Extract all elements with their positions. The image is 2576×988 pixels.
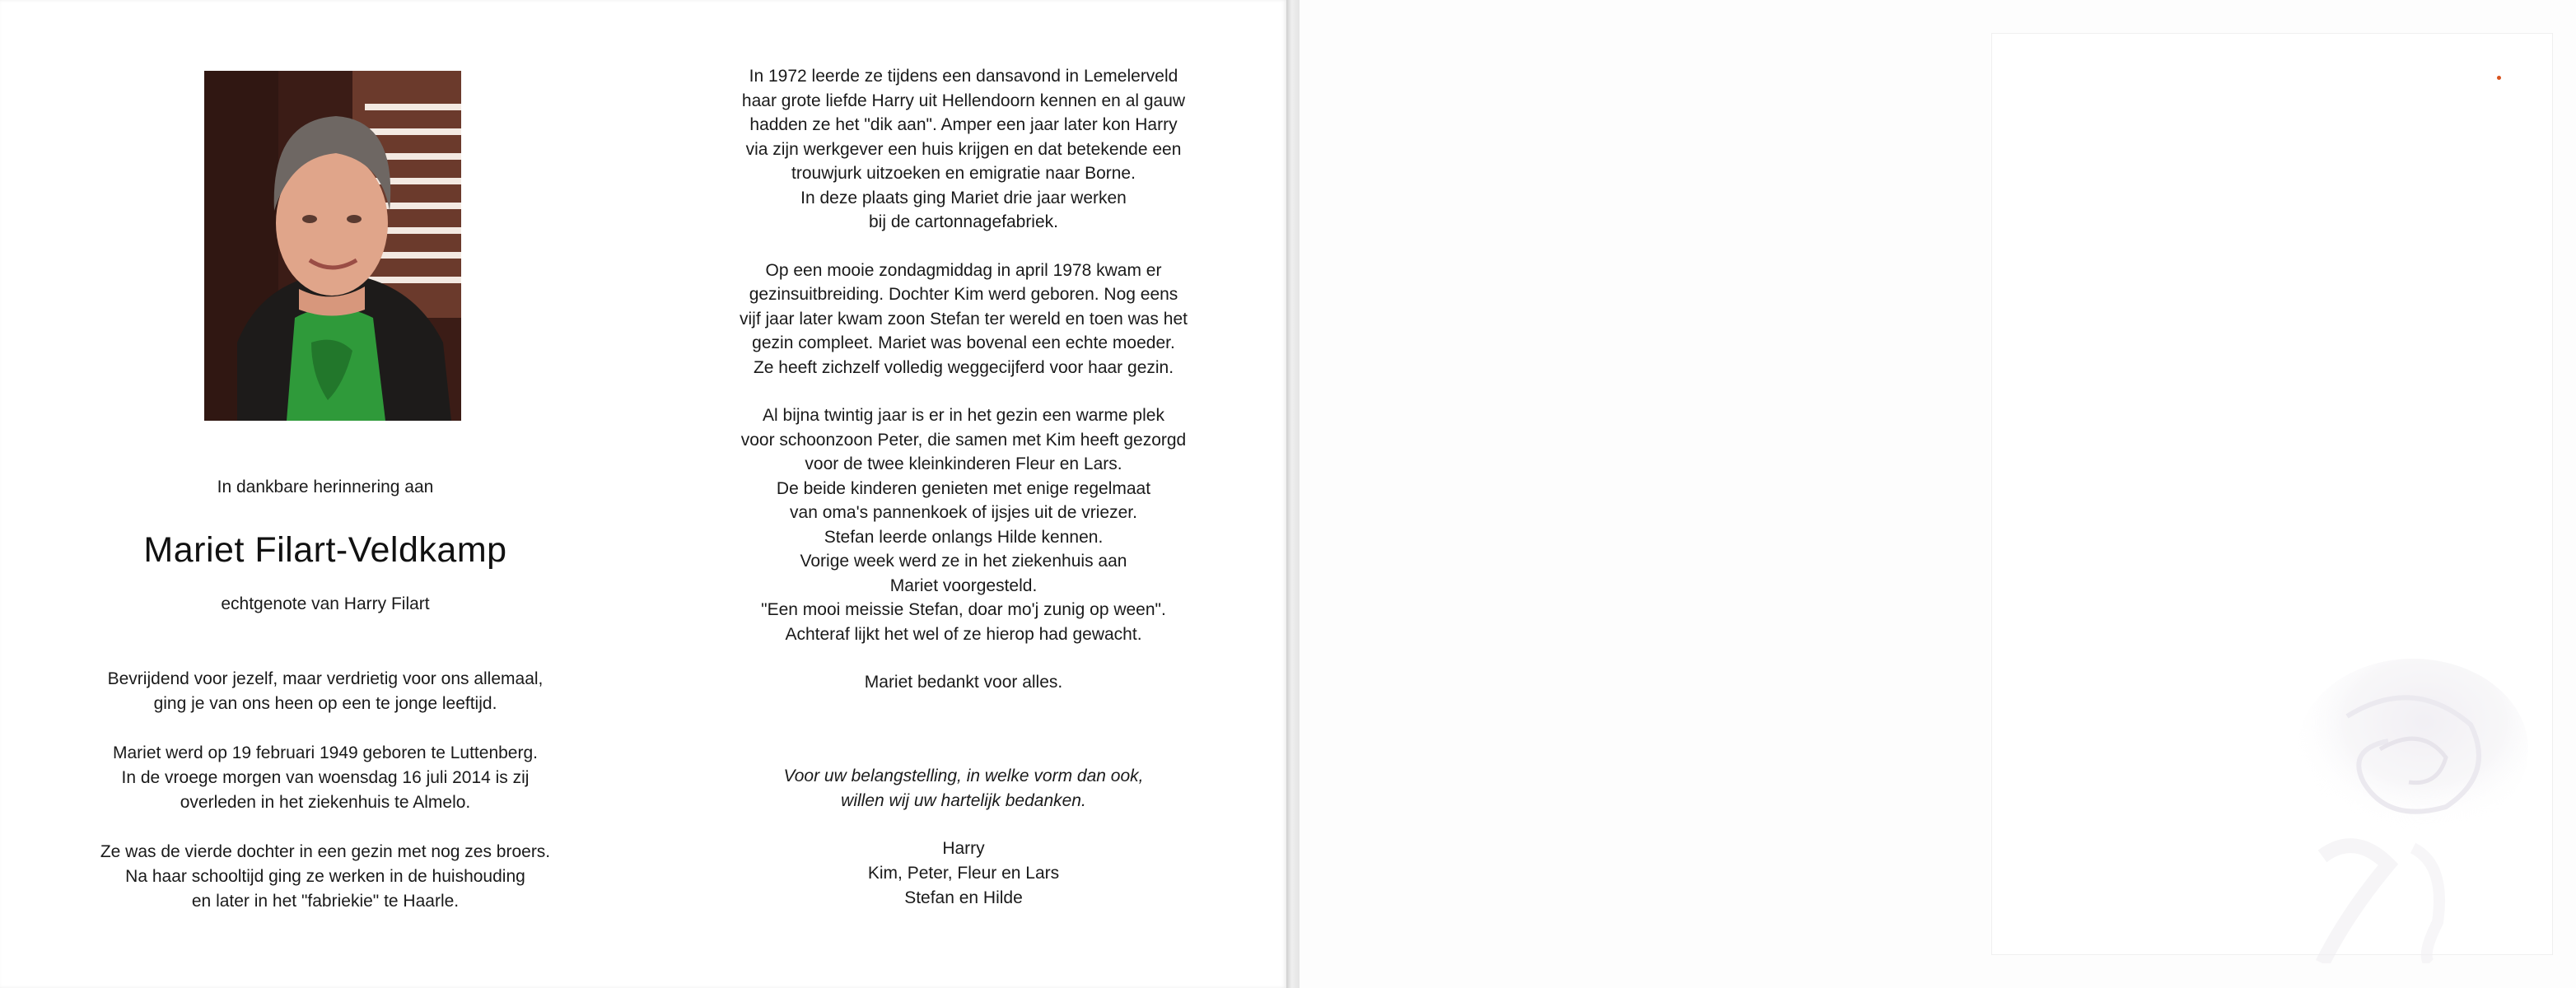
text-line: Ze was de vierde dochter in een gezin met nog zes broers. — [100, 842, 551, 861]
text-line: In 1972 leerde ze tijdens een dansavond in Lemelerveld — [749, 67, 1178, 86]
text-line: en later in het "fabriekie" te Haarle. — [191, 892, 460, 911]
text-line: Al bijna twintig jaar is er in het gezin een warme plek — [763, 406, 1164, 425]
text-line: Op een mooie zondagmiddag in april 1978 kwam er — [765, 260, 1162, 280]
paragraph — [675, 64, 1252, 235]
thanks-text — [675, 764, 1252, 813]
paragraph — [675, 670, 1252, 695]
paragraph — [675, 259, 1252, 380]
text-line: "Een mooi meissie Stefan, doar mo'j zunig op ween". — [761, 600, 1166, 619]
biography-left — [49, 667, 601, 939]
text-line: trouwjurk uitzoeken en emigratie naar Borne. — [791, 164, 1136, 183]
intro-text: In dankbare herinnering aan — [217, 478, 434, 496]
text-line: Mariet bedankt voor alles. — [864, 673, 1063, 692]
text-line: Vorige week werd ze in het ziekenhuis aan — [800, 552, 1127, 571]
text-line: via zijn werkgever een huis krijgen en dat betekende een — [745, 139, 1182, 159]
text-line: Mariet werd op 19 februari 1949 geboren te Luttenberg. — [112, 743, 538, 762]
text-line: Voor uw belangstelling, in welke vorm dan ook, — [783, 767, 1144, 785]
text-line: ging je van ons heen op een te jonge leeftijd. — [153, 694, 497, 713]
text-line: vijf jaar later kwam zoon Stefan ter wereld en toen was het — [740, 309, 1188, 329]
paragraph — [49, 741, 601, 815]
deceased-name: Mariet Filart-Veldkamp — [143, 530, 507, 570]
paragraph — [49, 667, 601, 716]
text-line: In de vroege morgen van woensdag 16 juli 2014 is zij — [121, 768, 530, 787]
text-line: gezin compleet. Mariet was bovenal een echte moeder. — [752, 333, 1175, 352]
text-line: overleden in het ziekenhuis te Almelo. — [180, 793, 471, 812]
text-line: Ze heeft zichzelf volledig weggecijferd voor haar gezin. — [753, 357, 1174, 377]
text-line: voor de twee kleinkinderen Fleur en Lars. — [805, 454, 1122, 473]
text-line: Na haar schooltijd ging ze werken in de huishouding — [125, 867, 525, 886]
text-line: hadden ze het "dik aan". Amper een jaar later kon Harry — [749, 115, 1178, 134]
spouse-text: echtgenote van Harry Filart — [221, 594, 430, 613]
card-fold — [1286, 0, 1300, 988]
text-line: Achteraf lijkt het wel of ze hierop had gewacht. — [785, 624, 1142, 644]
signature-line: Kim, Peter, Fleur en Lars — [867, 864, 1060, 883]
text-line: voor schoonzoon Peter, die samen met Kim heeft gezorgd — [740, 430, 1187, 450]
text-line: Bevrijdend voor jezelf, maar verdrietig voor ons allemaal, — [107, 669, 544, 688]
text-line: gezinsuitbreiding. Dochter Kim werd geboren. Nog eens — [749, 285, 1178, 304]
text-line: Stefan leerde onlangs Hilde kennen. — [824, 527, 1104, 547]
biography-right — [675, 64, 1252, 719]
text-line: Mariet voorgesteld. — [889, 576, 1038, 595]
paragraph — [49, 840, 601, 914]
text-line: bij de cartonnagefabriek. — [869, 212, 1058, 231]
text-line: van oma's pannenkoek of ijsjes uit de vriezer. — [790, 503, 1137, 522]
faded-rose-image — [2224, 650, 2536, 963]
family-signature — [675, 837, 1252, 911]
text-line: haar grote liefde Harry uit Hellendoorn kennen en al gauw — [741, 91, 1186, 110]
portrait-photo — [204, 71, 461, 421]
paragraph — [675, 403, 1252, 646]
text-line: In deze plaats ging Mariet drie jaar werken — [800, 188, 1127, 207]
signature-line: Stefan en Hilde — [904, 888, 1023, 907]
signature-line: Harry — [942, 839, 985, 858]
ink-speck — [2497, 76, 2501, 80]
text-line: willen wij uw hartelijk bedanken. — [841, 791, 1086, 810]
text-line: De beide kinderen genieten met enige regelmaat — [776, 478, 1151, 498]
